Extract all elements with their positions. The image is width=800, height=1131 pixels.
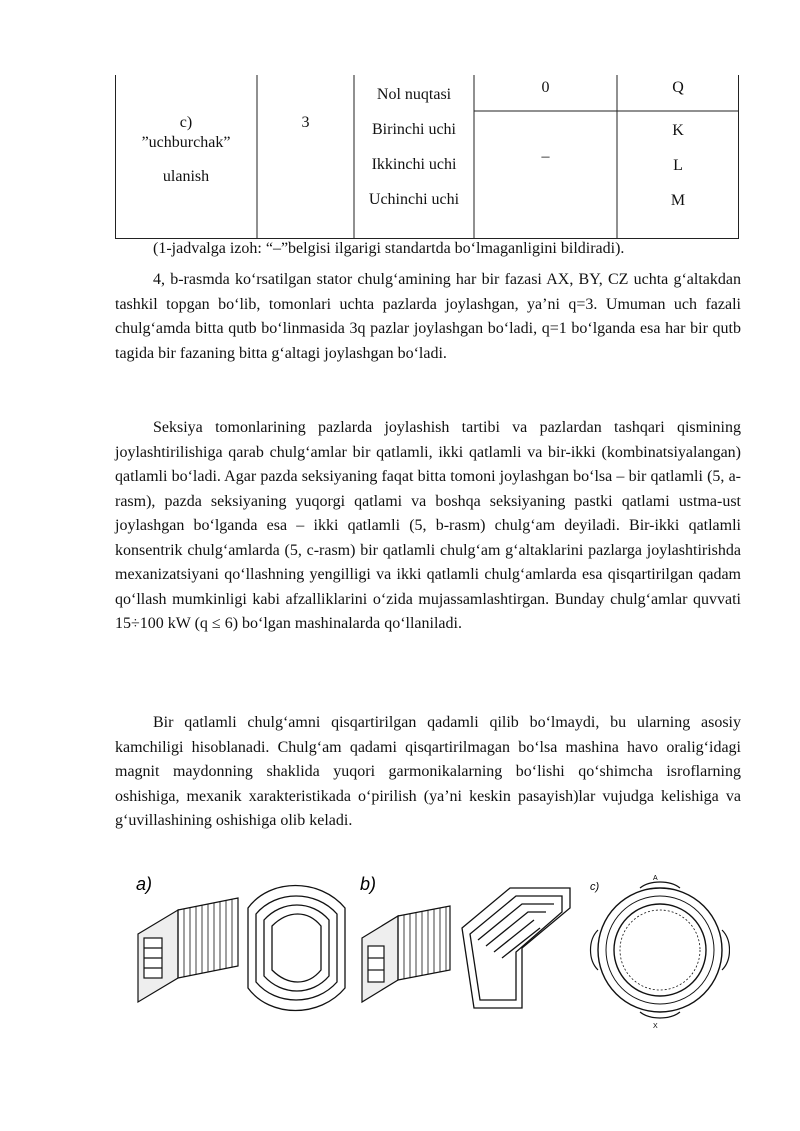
paragraph-2: Seksiya tomonlarining pazlarda joylashish tartibi va pazlardan tashqari qismining joylashtirilishiga qarab chulg‘amlar bir qatlamli, ikki qatlamli va bir-ikki (kombinatsiyalangan) qatlamli bo‘ladi. Agar pazda seksiyaning faqat bitta tomoni joylashgan bo‘lsa – bir qatlamli (5, a-rasm), pazda seksiyaning yuqorgi qatlami va boshqa seksiyaning pastki qatlami ustma-ust joylashgan bo‘lganda esa – ikki qatlamli (5, b-rasm) chulg‘am deyiladi. Bir-ikki qatlamli konsentrik chulg‘amlarda (5, c-rasm) bir qatlamli chulg‘am g‘altaklarini pazlarga joylashtirishda mexanizatsiyani qo‘llashning yengilligi va ikki qatlamli chulg‘amlarda esa qisqartirilgan qadam qo‘llash mumkinligi kabi afzalliklarini o‘zida mujassamlashtirgan. Bunday chulg‘amlar quvvati 15÷100 kW (q ≤ 6) bo‘lgan mashinalarda qo‘llaniladi.	[115, 419, 741, 632]
count-cell: 3	[301, 114, 310, 131]
end-k: K	[672, 122, 684, 139]
core-block-a	[138, 898, 238, 1002]
old-standard-dash: –	[541, 148, 550, 165]
connection-label-word: ulanish	[162, 168, 210, 185]
figure-label-a: a)	[136, 874, 153, 894]
name-first-end: Birinchi uchi	[372, 121, 456, 138]
name-third-end: Uchinchi uchi	[368, 191, 460, 208]
ring-mark-x: X	[653, 1023, 658, 1028]
end-l: L	[673, 157, 683, 174]
figure-label-c: c)	[590, 881, 600, 893]
connection-type-cell	[115, 113, 257, 187]
ring-mark-a: A	[653, 875, 658, 882]
new-standard-zero: Q	[672, 79, 684, 96]
name-zero-point: Nol nuqtasi	[376, 86, 452, 103]
name-second-end: Ikkinchi uchi	[371, 156, 457, 173]
names-cell	[354, 77, 474, 217]
core-block-b	[362, 906, 450, 1002]
winding-figure	[130, 868, 730, 1028]
end-m: M	[670, 192, 686, 209]
connection-label-name: ”uchburchak”	[141, 134, 231, 151]
table-note: (1-jadvalga izoh: “–”belgisi ilgarigi standartda bo‘lmaganligini bildiradi).	[153, 240, 625, 257]
connection-table	[115, 75, 739, 239]
coil-a	[248, 886, 345, 1011]
coil-b	[462, 888, 570, 1008]
old-standard-zero: 0	[541, 79, 550, 96]
connection-label-letter: c)	[179, 114, 193, 131]
paragraph-1: 4, b-rasmda ko‘rsatilgan stator chulg‘amining har bir fazasi AX, BY, CZ uchta g‘altakdan tashkil topgan bo‘lib, tomonlari uchta pazlarda joylashgan, ya’ni q=3. Umuman uch fazali chulg‘amda bitta qutb bo‘linmasida 3q pazlar joylashgan bo‘ladi, q=1 bo‘lganda esa har bir qutb tagida bir fazaning bitta g‘altagi joylashgan bo‘ladi.	[115, 271, 741, 362]
winding-illustration	[130, 868, 730, 1028]
paragraph-3: Bir qatlamli chulg‘amni qisqartirilgan qadamli qilib bo‘lmaydi, bu ularning asosiy kamchiligi hisoblanadi. Chulg‘am qadami qisqartirilmagan bo‘lsa mashina havo oralig‘idagi magnit maydonning shaklida yuqori garmonikalarning bo‘lishi qo‘shimcha isroflarning oshishiga, mexanik xarakteristikada o‘pirilish (ya’ni keskin pasayish)lar vujudga kelishiga va g‘uvillashining oshishiga olib keladi.	[115, 714, 741, 829]
figure-label-b: b)	[360, 874, 377, 894]
stator-ring-c	[591, 882, 730, 1018]
new-standard-ends	[617, 113, 739, 218]
